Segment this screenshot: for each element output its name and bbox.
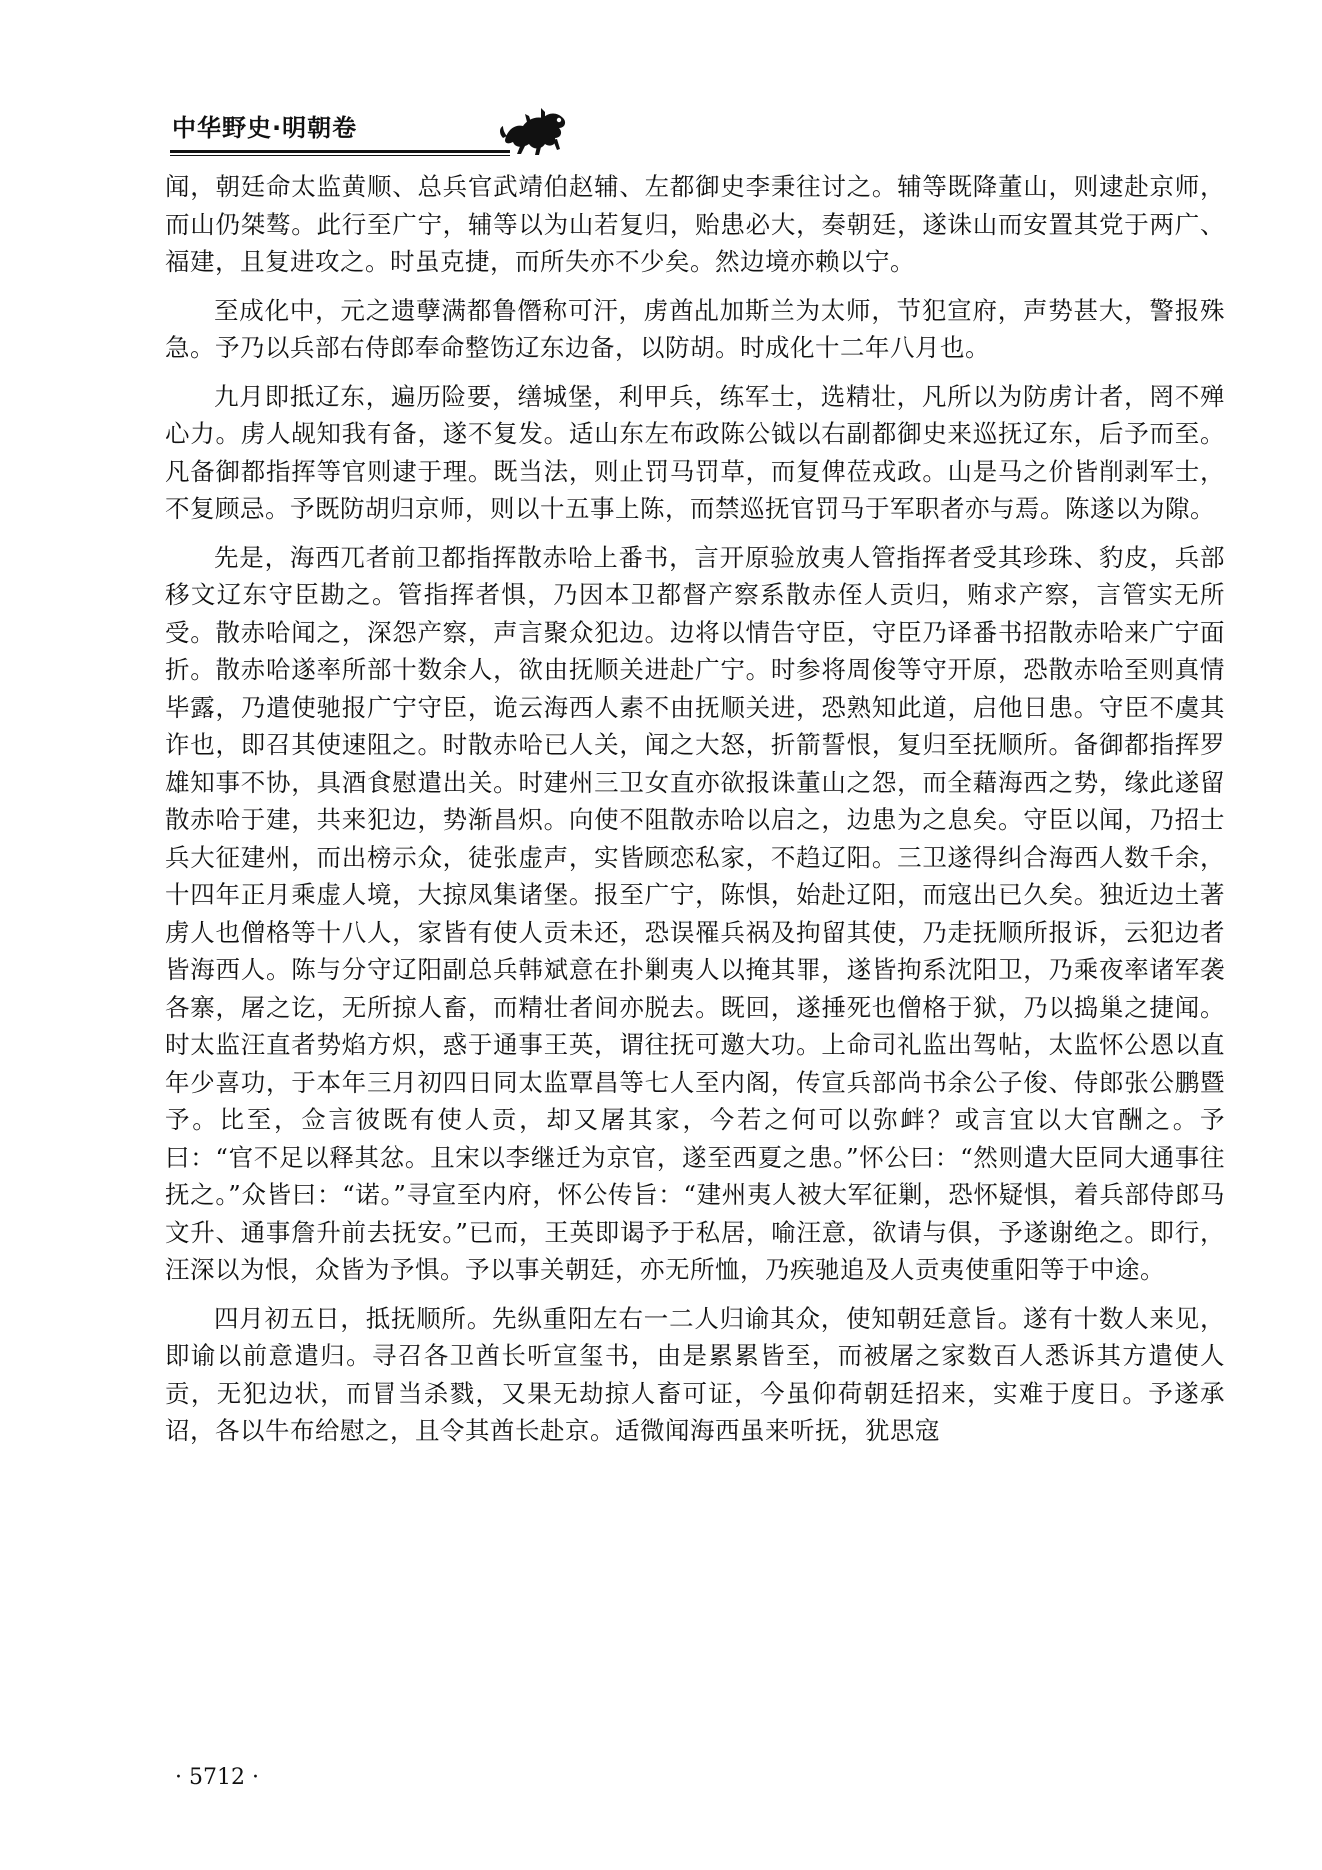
page-number: · 5712 ·	[175, 1765, 259, 1790]
dragon-emblem-icon	[497, 100, 573, 156]
header-rule-thin	[170, 155, 510, 156]
paragraph-2: 至成化中，元之遗孽满都鲁僭称可汗，虏酋乩加斯兰为太师，节犯宣府，声势甚大，警报殊急。予乃以兵部右侍郎奉命整饬辽东边备，以防胡。时成化十二年八月也。	[165, 295, 1225, 362]
text-body	[165, 168, 1225, 1461]
paragraph-1: 闻，朝廷命太监黄顺、总兵官武靖伯赵辅、左都御史李秉往讨之。辅等既降董山，则逮赴京师，而山仍桀骜。此行至广宁，辅等以为山若复归，贻患必大，奏朝廷，遂诛山而安置其党于两广、福建，且复进攻之。时虽克捷，而所失亦不少矣。然边境亦赖以宁。	[165, 172, 1225, 276]
running-header	[170, 100, 1250, 160]
header-rule	[170, 150, 510, 153]
paragraph-3: 九月即抵辽东，遍历险要，缮城堡，利甲兵，练军士，选精壮，凡所以为防虏计者，罔不殚心力。虏人觇知我有备，遂不复发。适山东左布政陈公钺以右副都御史来巡抚辽东，后予而至。凡备御都指挥等官则逮于理。既当法，则止罚马罚草，而复俾莅戎政。山是马之价皆削剥军士，不复顾忌。予既防胡归京师，则以十五事上陈，而禁巡抚官罚马于军职者亦与焉。陈遂以为隙。	[165, 381, 1225, 523]
header-title: 中华野史·明朝卷	[172, 114, 358, 142]
paragraph-4: 先是，海西兀者前卫都指挥散赤哈上番书，言开原验放夷人管指挥者受其珍珠、豹皮，兵部移文辽东守臣勘之。管指挥者惧，乃因本卫都督产察系散赤侄人贡归，贿求产察，言管实无所受。散赤哈闻之，深怨产察，声言聚众犯边。边将以情告守臣，守臣乃译番书招散赤哈来广宁面折。散赤哈遂率所部十数余人，欲由抚顺关进赴广宁。时参将周俊等守开原，恐散赤哈至则真情毕露，乃遣使驰报广宁守臣，诡云海西人素不由抚顺关进，恐熟知此道，启他日患。守臣不虞其诈也，即召其使速阻之。时散赤哈已人关，闻之大怒，折箭誓恨，复归至抚顺所。备御都指挥罗雄知事不协，具酒食慰遣出关。时建州三卫女直亦欲报诛董山之怨，而全藉海西之势，缘此遂留散赤哈于建，共来犯边，势渐昌炽。向使不阻散赤哈以启之，边患为之息矣。守臣以闻，乃招士兵大征建州，而出榜示众，徒张虚声，实皆顾恋私家，不趋辽阳。三卫遂得纠合海西人数千余，十四年正月乘虚人境，大掠凤集诸堡。报至广宁，陈惧，始赴辽阳，而寇出已久矣。独近边土著虏人也僧格等十八人，家皆有使人贡未还，恐误罹兵祸及拘留其使，乃走抚顺所报诉，云犯边者皆海西人。陈与分守辽阳副总兵韩斌意在扑剿夷人以掩其罪，遂皆拘系沈阳卫，乃乘夜率诸军袭各寨，屠之讫，无所掠人畜，而精壮者间亦脱去。既回，遂捶死也僧格于狱，乃以捣巢之捷闻。时太监汪直者势焰方炽，惑于通事王英，谓往抚可邀大功。上命司礼监出驾帖，太监怀公恩以直年少喜功，于本年三月初四日同太监覃昌等七人至内阁，传宣兵部尚书余公子俊、侍郎张公鹏暨予。比至，佥言彼既有使人贡，却又屠其家，今若之何可以弥衅？或言宜以大官酬之。予曰：“官不足以释其忿。且宋以李继迁为京官，遂至西夏之患。”怀公曰：“然则遣大臣同大通事往抚之。”众皆曰：“诺。”寻宣至内府，怀公传旨：“建州夷人被大军征剿，恐怀疑惧，着兵部侍郎马文升、通事詹升前去抚安。”已而，王英即谒予于私居，喻汪意，欲请与俱，予遂谢绝之。即行，汪深以为恨，众皆为予惧。予以事关朝廷，亦无所恤，乃疾驰追及人贡夷使重阳等于中途。	[165, 542, 1225, 1284]
paragraph-5: 四月初五日，抵抚顺所。先纵重阳左右一二人归谕其众，使知朝廷意旨。遂有十数人来见，即谕以前意遣归。寻召各卫酋长听宣玺书，由是累累皆至，而被屠之家数百人悉诉其方遣使人贡，无犯边状，而冒当杀戮，又果无劫掠人畜可证，今虽仰荷朝廷招来，实难于度日。予遂承诏，各以牛布给慰之，且令其酋长赴京。适微闻海西虽来听抚，犹思寇	[165, 1303, 1225, 1445]
